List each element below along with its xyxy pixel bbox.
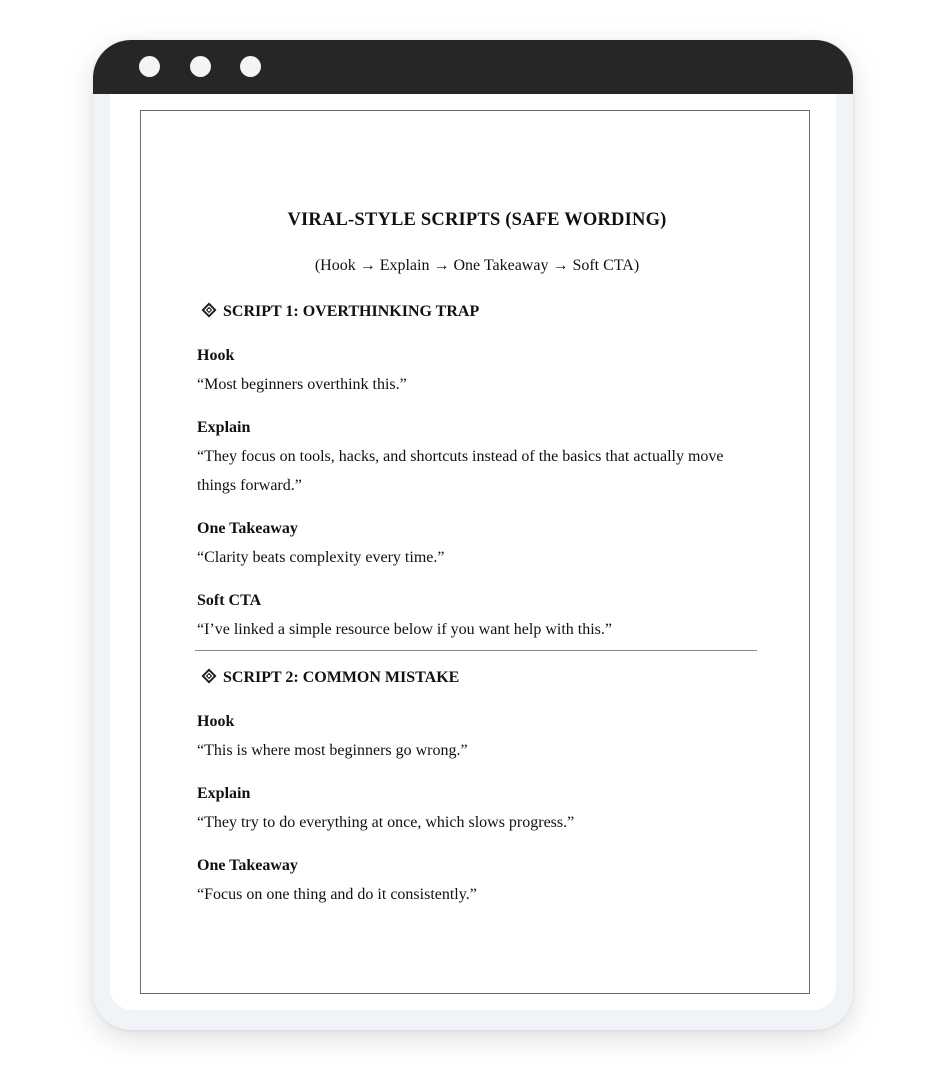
script-1-takeaway-text: “Clarity beats complexity every time.” xyxy=(197,549,445,566)
script-1-hook-label: Hook xyxy=(197,347,235,364)
script-1-heading-text: SCRIPT 1: OVERTHINKING TRAP xyxy=(223,303,480,320)
script-2-hook-text: “This is where most beginners go wrong.” xyxy=(197,742,468,759)
diamond-icon xyxy=(201,302,217,318)
window-titlebar xyxy=(93,40,853,94)
script-2-heading-text: SCRIPT 2: COMMON MISTAKE xyxy=(223,669,460,686)
script-1-cta-text: “I’ve linked a simple resource below if you want help with this.” xyxy=(197,621,612,638)
script-2-heading xyxy=(201,668,459,687)
script-1-explain-label: Explain xyxy=(197,419,251,436)
window-dot-1[interactable] xyxy=(139,56,160,77)
script-2-takeaway-text: “Focus on one thing and do it consistently.” xyxy=(197,886,477,903)
document-page xyxy=(140,110,810,994)
script-1-cta-label: Soft CTA xyxy=(197,592,262,609)
script-2-takeaway-label: One Takeaway xyxy=(197,857,298,874)
screen xyxy=(110,94,836,1010)
window-dot-3[interactable] xyxy=(240,56,261,77)
script-2-explain-text: “They try to do everything at once, which slows progress.” xyxy=(197,814,575,831)
script-2-explain-label: Explain xyxy=(197,785,251,802)
window-dot-2[interactable] xyxy=(190,56,211,77)
diamond-icon xyxy=(201,668,217,684)
script-1-takeaway-label: One Takeaway xyxy=(197,520,298,537)
document-title: VIRAL-STYLE SCRIPTS (SAFE WORDING) xyxy=(287,210,667,230)
script-1-explain-text: “They focus on tools, hacks, and shortcuts instead of the basics that actually move things forward.” xyxy=(197,448,724,494)
device-frame xyxy=(93,40,853,1030)
script-1-hook-text: “Most beginners overthink this.” xyxy=(197,376,407,393)
document-subtitle: (Hook → Explain → One Takeaway → Soft CTA) xyxy=(314,257,640,274)
script-2-hook-label: Hook xyxy=(197,713,235,730)
script-1-heading xyxy=(201,302,479,321)
section-divider xyxy=(195,650,757,651)
